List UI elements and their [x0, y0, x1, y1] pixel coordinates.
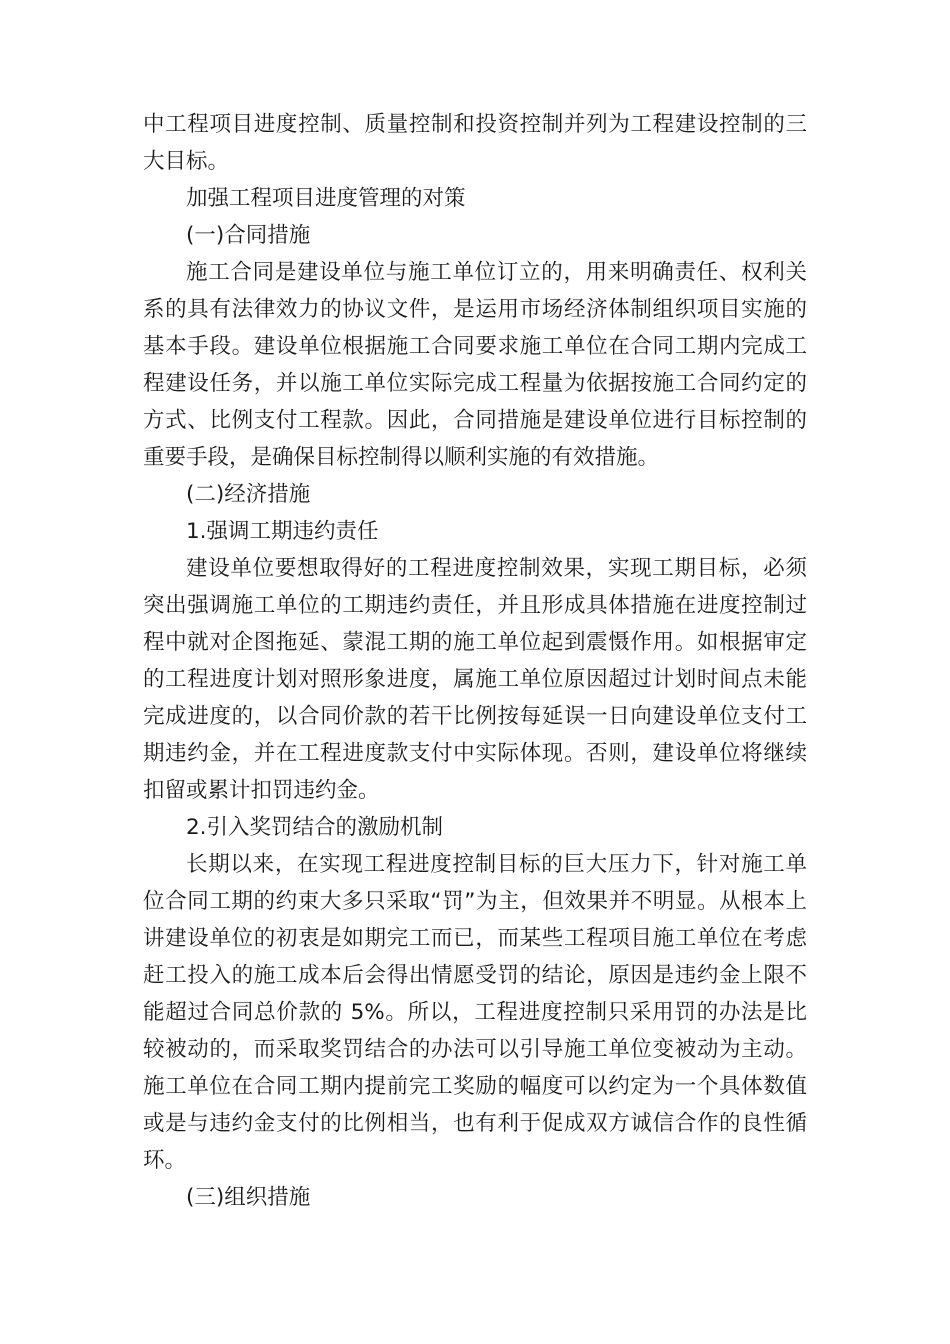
- subheading-economic-measures: (二)经济措施: [186, 482, 311, 507]
- subheading-contract-measures: (一)合同措施: [186, 223, 311, 248]
- paragraph-intro-continuation: 中工程项目进度控制、质量控制和投资控制并列为工程建设控制的三大目标。: [143, 112, 807, 174]
- subheading-incentive-mechanism: 2.引入奖罚结合的激励机制: [186, 815, 444, 840]
- paragraph-incentive-mechanism: 长期以来，在实现工程进度控制目标的巨大压力下，针对施工单位合同工期的约束大多只采取“罚”为主，但效果并不明显。从根本上讲建设单位的初衷是如期完工而已，而某些工程项目施工单位在考虑赶工投入的施工成本后会得出情愿受罚的结论，原因是违约金上限不能超过合同总价款的 5%。所以，工程进度控制只采用罚的办法是比较被动的，而采取奖罚结合的办法可以引导施工单位变被动为主动。施工单位在合同工期内提前完工奖励的幅度可以约定为一个具体数值或是与违约金支付的比例相当，也有利于促成双方诚信合作的良性循环。: [143, 852, 807, 1173]
- section-heading-countermeasures: 加强工程项目进度管理的对策: [186, 186, 466, 211]
- paragraph-contract-measures: 施工合同是建设单位与施工单位订立的，用来明确责任、权利关系的具有法律效力的协议文件，是运用市场经济体制组织项目实施的基本手段。建设单位根据施工合同要求施工单位在合同工期内完成工程建设任务，并以施工单位实际完成工程量为依据按施工合同约定的方式、比例支付工程款。因此，合同措施是建设单位进行目标控制的重要手段，是确保目标控制得以顺利实施的有效措施。: [143, 260, 807, 470]
- subheading-delay-liability: 1.强调工期违约责任: [186, 519, 379, 544]
- subheading-organizational-measures: (三)组织措施: [186, 1185, 311, 1210]
- document-page: [143, 106, 807, 1216]
- paragraph-delay-liability: 建设单位要想取得好的工程进度控制效果，实现工期目标，必须突出强调施工单位的工期违约责任，并且形成具体措施在进度控制过程中就对企图拖延、蒙混工期的施工单位起到震慑作用。如根据审定的工程进度计划对照形象进度，属施工单位原因超过计划时间点未能完成进度的，以合同价款的若干比例按每延误一日向建设单位支付工期违约金，并在工程进度款支付中实际体现。否则，建设单位将继续扣留或累计扣罚违约金。: [143, 556, 807, 803]
